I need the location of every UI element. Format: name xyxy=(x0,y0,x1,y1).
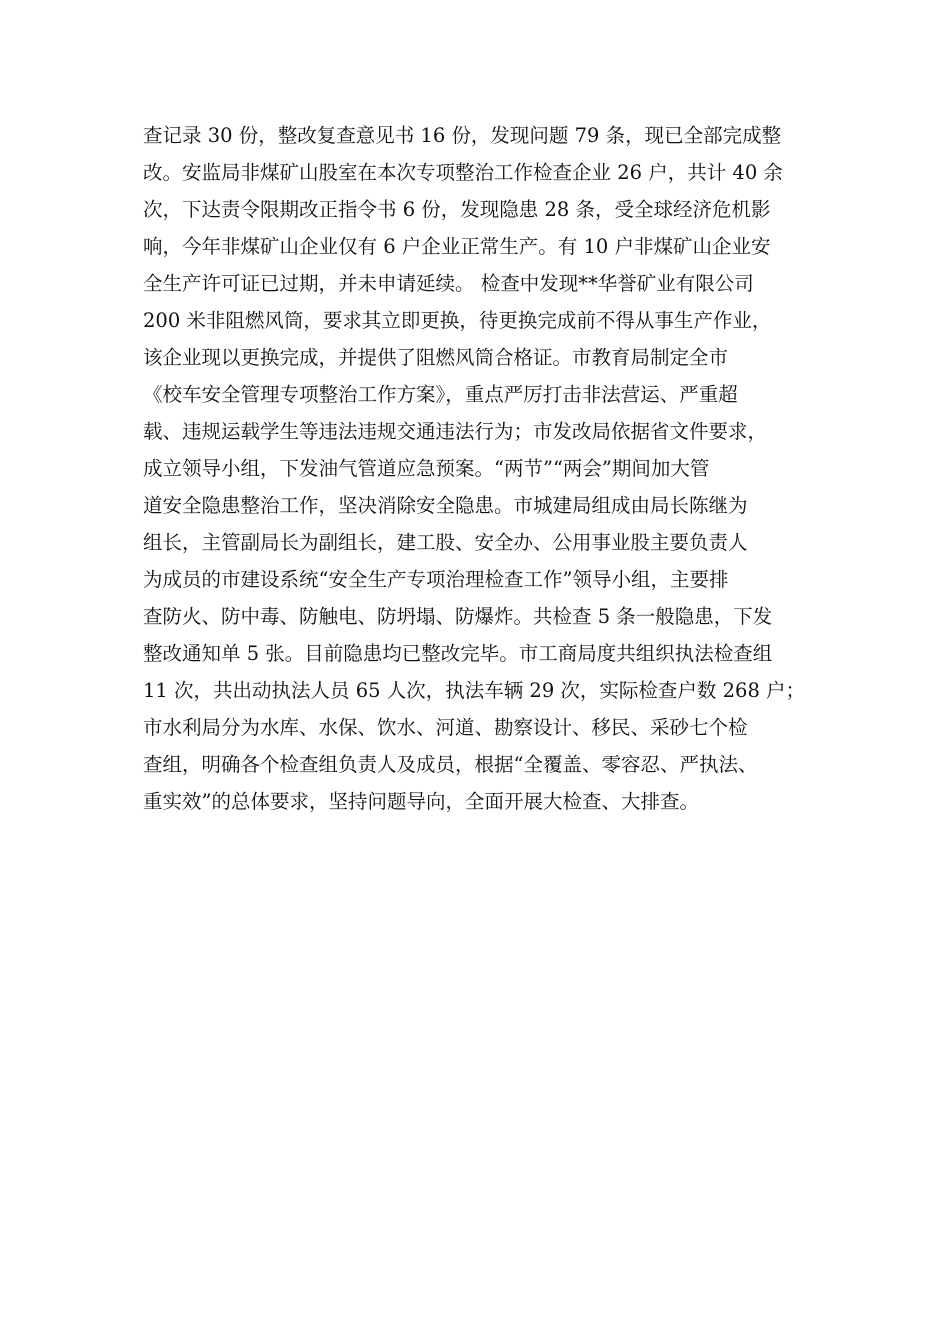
text-line: 全生产许可证已过期，并未申请延续。 检查中发现**华誉矿业有限公司 xyxy=(143,272,754,295)
text-line: 整改通知单 5 张。目前隐患均已整改完毕。市工商局度共组织执法检查组 xyxy=(143,642,773,665)
text-line: 《校车安全管理专项整治工作方案》，重点严厉打击非法营运、严重超 xyxy=(143,383,738,406)
text-line: 道安全隐患整治工作，坚决消除安全隐患。市城建局组成由局长陈继为 xyxy=(143,494,748,517)
text-line: 成立领导小组，下发油气管道应急预案。“两节”“两会”期间加大管 xyxy=(143,457,710,480)
text-line: 11 次，共出动执法人员 65 人次，执法车辆 29 次，实际检查户数 268 户； xyxy=(143,679,806,702)
text-line: 为成员的市建设系统“安全生产专项治理检查工作”领导小组，主要排 xyxy=(143,568,729,591)
text-line: 查防火、防中毒、防触电、防坍塌、防爆炸。共检查 5 条一般隐患，下发 xyxy=(143,605,773,628)
text-line: 市水利局分为水库、水保、饮水、河道、勘察设计、移民、采砂七个检 xyxy=(143,716,748,739)
text-line: 200 米非阻燃风筒，要求其立即更换，待更换完成前不得从事生产作业， xyxy=(143,309,772,332)
text-line: 载、违规运载学生等违法违规交通违法行为；市发改局依据省文件要求， xyxy=(143,420,768,443)
text-line: 查组，明确各个检查组负责人及成员，根据“全覆盖、零容忍、严执法、 xyxy=(143,753,758,776)
text-line: 次，下达责令限期改正指令书 6 份，发现隐患 28 条，受全球经济危机影 xyxy=(143,198,771,221)
text-line: 该企业现以更换完成，并提供了阻燃风筒合格证。市教育局制定全市 xyxy=(143,346,729,369)
text-line: 重实效”的总体要求，坚持问题导向，全面开展大检查、大排查。 xyxy=(143,790,699,813)
text-line: 改。安监局非煤矿山股室在本次专项整治工作检查企业 26 户，共计 40 余 xyxy=(143,161,783,184)
text-line: 组长，主管副局长为副组长，建工股、安全办、公用事业股主要负责人 xyxy=(143,531,748,554)
text-line: 查记录 30 份，整改复查意见书 16 份，发现问题 79 条，现已全部完成整 xyxy=(143,124,782,147)
body-paragraph xyxy=(143,117,823,820)
text-line: 响，今年非煤矿山企业仅有 6 户企业正常生产。有 10 户非煤矿山企业安 xyxy=(143,235,771,258)
